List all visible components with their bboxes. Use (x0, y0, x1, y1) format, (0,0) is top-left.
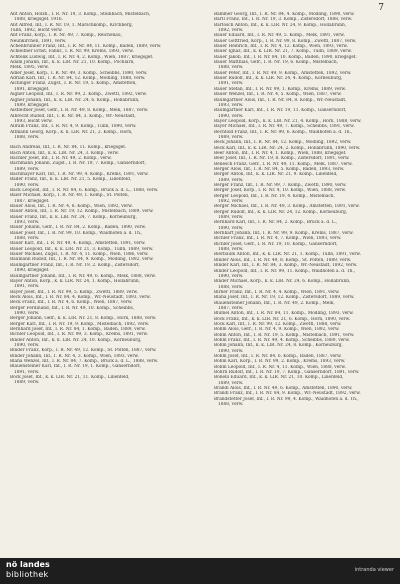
register-entry-line: 1888, verw. (218, 402, 244, 408)
register-entry-line: Böhm Anton, Inf., I. R. Nr. 19, 5. Komp., Mistelbach, 1891, verw. (214, 332, 355, 338)
register-entry-line: Berger Ferdinand, Inf., I. R. Nr. 49, 10. Komp., Scheibbs, (10, 305, 135, 311)
register-entry-line: Böhm Karl, Korp., I. R. Nr. 99, 2. Komp., Krems, 1893, verw. (214, 359, 346, 365)
logo-line-1: nö landes (6, 560, 50, 569)
register-entry-line: Bayer Josef, Inf., I. R. Nr. 99, 5. Komp., Zwettl, 1889, verw. (10, 289, 139, 295)
register-entry-line: Blaha Wenzel, Inf., I. R. Nr. 84, 7. Komp., Bruck a. d. L., 1888, verw. (10, 359, 159, 364)
register-entry-line: 1890, verw. (218, 348, 244, 354)
register-entry-line: Berger Josef, Korp., I. R. Nr. 4, 10. Komp., Wien, 1888, verw. (214, 188, 346, 194)
register-entry-line: 1889, verw. (218, 380, 244, 386)
register-entry-line: Brandstetter Josef, Inf., I. R. Nr. 99, 4. Komp., Waidhofen a. d. Th., (214, 396, 359, 402)
register-entry-line: Baumgartner Franz, Inf., I. R. Nr. 19, 2. Komp., Zistersdorf, (10, 262, 140, 268)
register-entry-line: Bauer Matthias, Gefr., I. R. Nr. 19, 6. Komp., Mistelbach, (214, 60, 338, 66)
register-entry-line: Altmann Georg, Korp., k. k. LIR. Nr. 21, 2. Komp., Horn, (10, 129, 133, 135)
register-entry-line: Achenbrunner Franz, Inf., I. R. Nr. 84, 11. Komp., Baden, 1889, verw. (10, 44, 162, 50)
register-entry-line: Beck Alois, Inf., I. R. Nr. 84, 4. Komp., Wr.-Neustadt, 1893, verw. (10, 294, 151, 300)
register-entry-line: 1892, verw. (218, 28, 244, 34)
register-entry-line: Bernhard Karl, Inf., I. R. Nr. 84, 2. Komp., Bruck a. d. L., (214, 220, 338, 226)
register-entry-line: Bauer Stefan, Inf., I. R. Nr. 99, 1. Komp., Krems, 1889, verw. (214, 86, 347, 92)
register-entry-line: Böhm Johann, Inf., k. k. LIR. Nr. 24, 8. Komp., Korneuburg, (214, 343, 343, 349)
register-entry-line: 1891, verw. (14, 369, 40, 375)
left-column-top-block (10, 12, 188, 140)
register-entry-line: Brandl Alois, Inf., I. R. Nr. 49, 6. Komp., Amstetten, 1890, verw. (214, 386, 353, 392)
register-entry-line: Berger Johann, Gefr., k. k. LIR. Nr. 21, 8. Komp., Horn, 1888, verw. (10, 316, 157, 322)
logo-line-2: bibliothek (6, 570, 49, 579)
register-entry-line: 1889, kriegsgef. (14, 102, 50, 108)
register-entry-line: Bauer Karl, Inf., I. R. Nr. 49, 4. Komp., Amstetten, 1891, verw. (10, 241, 146, 247)
register-entry-line: 1888, verw. (218, 65, 244, 71)
register-entry-line: 1888, verw. (218, 247, 244, 253)
register-entry-line: Böck Karl, Inf., I. R. Nr. 99, 12. Komp., Zwettl, 1888, verw. (214, 321, 342, 327)
right-column (214, 12, 392, 407)
register-entry-line: Böhm Josef, Inf., I. R. Nr. 84, 6. Komp., Baden, 1887, verw. (214, 354, 342, 359)
register-entry-line: 1889, verw. (218, 215, 244, 221)
register-entry-line: Binder Franz, Korp., I. R. Nr. 49, 12. Komp., St. Pölten, 1887, verw. (10, 348, 157, 354)
register-entry-line: Bierbaum Anton, Inf., k. k. LIR. Nr. 21, 1. Komp., Tulln, 1891, verw. (214, 252, 361, 258)
register-entry-line: Böhm Leopold, Inf., I. R. Nr. 4, 11. Komp., Wien, 1888, verw. (214, 364, 346, 370)
register-entry-line: Blauensteiner Karl, Inf., I. R. Nr. 19, 1. Komp., Gänserndorf, (10, 364, 141, 370)
register-entry-line: 1890, verw. (218, 113, 244, 119)
register-entry-line: 1889, verw. (218, 134, 244, 140)
register-entry-line: 1889, verw. (218, 177, 244, 183)
register-entry-line: Beer Anton, Inf., I. R. Nr. 4, 1. Komp., Wien, 1888, kriegsgef. (214, 150, 347, 156)
register-entry-line: Tulln, 1892, leicht verw. (10, 28, 63, 34)
register-entry-line: 1890, verw. (218, 273, 244, 279)
register-entry-line: Adler Josef, Korp., I. R. Nr. 49, 3. Komp., Scheibbs, 1890, verw. (10, 70, 148, 76)
register-entry-line: Bichler Josef, Gefr., I. R. Nr. 19, 10. Komp., Gänserndorf, (214, 241, 338, 247)
register-entry-line: 1888, verw. (14, 134, 40, 140)
register-entry-line: Bauer Josef, Inf., I. R. Nr. 99, 10. Komp., Waidhofen a. d. Th., (10, 230, 143, 236)
register-entry-line: Binder Michael, Korp., k. k. LIR. Nr. 24, 6. Komp., Hollabrunn, (214, 279, 351, 285)
register-entry-line: Bachler Josef, Inf., I. R. Nr. 49, 2. Komp., verw. (10, 155, 112, 161)
register-entry-line: 1893, verw. (14, 220, 40, 226)
register-entry-line: Bonelli Eduard, Inf., k. k. LIR. Nr. 21, 10. Komp., Lilienfeld, (214, 375, 344, 381)
register-entry-line: 1890, verw. (14, 310, 40, 316)
register-entry-line: Bauer Jakob, Inf., I. R. Nr. 84, 10. Komp., Baden, 1890, kriegsgef. (214, 54, 357, 60)
register-entry-line: Bauer Heinrich, Inf., I. R. Nr. 4, 12. Komp., Wien, 1893, verw. (214, 44, 348, 50)
register-entry-line: Bartosch Anton, Inf., k. k. LIR. Nr. 24, 9. Komp., Hollabrunn, (214, 22, 347, 28)
register-entry-line: Aigner Johann, Inf., k. k. LIR. Nr. 24, 6. Komp., Hollabrunn, (10, 97, 140, 103)
register-entry-line: 1893, leicht verw. (14, 118, 53, 124)
register-entry-line: Blümel Anton, Inf., I. R. Nr. 84, 11. Komp., Mödling, 1893, verw. (214, 311, 354, 317)
register-entry-line: 1889, verw. (14, 380, 40, 386)
register-entry-line: Bauer Alois, Inf., I. R. Nr. 4, 8. Komp., Wien, 1892, verw. (10, 204, 133, 210)
register-entry-line: Bauer Ignaz, Inf., k. k. LIR. Nr. 21, 7. Komp., Tulln, 1889, verw. (214, 49, 352, 55)
register-entry-line: Bayer Anton, Korp., k. k. LIR. Nr. 24, 1. Komp., Hollabrunn, (10, 278, 141, 284)
register-entry-line: Berger Michael, Inf., I. R. Nr. 49, 3. Komp., Amstetten, 1891, verw. (214, 204, 360, 210)
register-entry-line: Abt Anton, Holzh., I. R. Nr. 19, 3. Komp., Steinbach, Mistelbach, (10, 12, 151, 17)
register-entry-line: Bernhard Josef, Inf., I. R. Nr. 84, 1. Komp., Baden, 1889, verw. (10, 326, 146, 332)
register-entry-line: 1888, verw. (14, 236, 40, 242)
library-logo[interactable] (6, 560, 50, 580)
register-entry-line: Bartl Franz, Inf., I. R. Nr. 19, 3. Komp., Zistersdorf, 1888, verw. (214, 17, 353, 23)
register-entry-line: Baumgartner Alois, Inf., I. R. Nr. 84, 8. Komp., Wr.-Neustadt, (214, 97, 347, 103)
register-entry-line: Bechtold Franz, Inf., I. R. Nr. 99, 6. Komp., Waidhofen a. d. Th., (214, 129, 353, 135)
register-entry-line: 1891, verw. (14, 284, 40, 290)
register-entry-line: Abt Franz, Korp., I. R. Nr. 49, 7. Komp., Reichenau, (10, 33, 122, 39)
register-entry-line: 1887, kriegsgef. (14, 198, 50, 204)
register-entry-line: 1891, kriegsgef. (14, 86, 50, 92)
register-entry-line: 1888, kriegsgef. 1916. (14, 17, 63, 23)
register-entry-line: Böhm Franz, Inf., I. R. Nr. 49, 4. Komp., Scheibbs, 1889, verw. (214, 337, 350, 343)
register-entry-line: 1888, verw. (218, 284, 244, 290)
register-entry-line: Beck Johann, Inf., I. R. Nr. 84, 12. Komp., Mödling, 1892, verw. (214, 140, 352, 146)
register-entry-line: Berger Anton, Inf., k. k. LIR. Nr. 21, 9. Komp., Lilienfeld, (214, 172, 338, 178)
register-entry-line: Böck Josef, Inf., k. k. LIR. Nr. 21, 11. Komp., Lilienfeld, (10, 375, 130, 381)
register-entry-line: Birner Franz, Inf., I. R. Nr. 4, 4. Komp., Wien, 1891, verw. (214, 289, 340, 295)
register-entry-line: Aigner Leopold, Inf., I. R. Nr. 99, 2. Komp., Zwettl, 1892, verw. (10, 92, 147, 98)
register-entry-line: Aichinger Franz, Zugsf., I. R. Nr. 19, 5. Komp., Amstetten, (10, 81, 137, 87)
register-entry-line: Bammer Georg, Inf., I. R. Nr. 84, 4. Komp., Mödling, 1890, verw. (214, 12, 355, 17)
register-entry-line: Bauer Franz, Inf., k. k. LIR. Nr. 24, 7. Komp., Korneuburg, (10, 214, 137, 220)
register-entry-line: Bock Franz, Inf., k. k. LIR. Nr. 21, 6. Komp., Horn, 1890, verw. (214, 316, 351, 322)
register-entry-line: Bayer Michael, Inf., I. R. Nr. 49, 7. Komp., Scheibbs, 1891, verw. (214, 124, 355, 130)
register-entry-line: 1887, verw. (218, 305, 244, 311)
register-entry-line: 1892, verw. (218, 199, 244, 205)
register-entry-line: Bauer Wenzel, Inf., I. R. Nr. 4, 5. Komp., Wien, 1887, verw. (214, 92, 342, 98)
register-entry-line: Böhm Alois, Gefr., I. R. Nr. 4, 9. Komp., Wien, 1892, verw. (214, 327, 340, 333)
register-entry-line: Binder Leopold, Inf., I. R. Nr. 99, 11. Komp., Waidhofen a. d. Th., (214, 268, 356, 274)
register-entry-line: 1891, verw. (218, 81, 244, 87)
register-entry-line: Berger Rudolf, Inf., k. k. LIR. Nr. 24, 12. Komp., Korneuburg, (214, 209, 348, 215)
register-entry-line: Benesch Franz, Gefr., I. R. Nr. 49, 11. Komp., Melk, 1887, verw. (214, 161, 353, 167)
right-column-block (214, 12, 392, 407)
register-entry-line: Bichler Franz, Inf., I. R. Nr. 4, 7. Komp., Wien, 1893, verw. (214, 236, 342, 242)
register-entry-line: Beck Franz, Inf., I. R. Nr. 4, 6. Komp., Wien, 1887, verw. (10, 300, 133, 306)
register-entry-line: Bachmann Johann, Zugsf., I. R. Nr. 19, 7. Komp., Gänserndorf, (10, 161, 146, 167)
register-entry-line: Binder Alois, Inf., I. R. Nr. 49, 8. Komp., St. Pölten, 1889, verw. (214, 257, 352, 263)
register-entry-line: Bachmayer Karl, Inf., I. R. Nr. 99, 4. Komp., Krems, 1891, verw. (10, 171, 149, 177)
register-entry-line: Adrian Karl, Inf., I. R. Nr. 84, 12. Komp., Mödling, 1888, verw. (10, 76, 146, 82)
register-entry-line: Achleitner Ernst, Fähnr., I. R. Nr. 99, Krems, 1893, verw. (10, 49, 134, 55)
register-entry-line: Bader Franz, Inf., k. k. LIR. Nr. 21, 5. Komp., Lilienfeld, (10, 177, 132, 183)
register-entry-line: Bauer Johann, Gefr., I. R. Nr. 84, 2. Komp., Baden, 1890, verw. (10, 225, 147, 231)
register-entry-line: Blaha Josef, Inf., I. R. Nr. 19, 12. Komp., Zistersdorf, 1889, verw. (214, 295, 355, 301)
register-entry-line: Neunkirchen, 1891, verw. (10, 38, 67, 44)
page-number: 7 (378, 3, 384, 13)
register-entry-line: Aistleitner Josef, Gefr., I. R. Nr. 49, 8. Komp., Melk, 1887, verw. (10, 108, 149, 114)
register-entry-line: Brandl Franz, Inf., I. R. Nr. 84, 9. Komp., Wr.-Neustadt, 1892, verw. (214, 391, 361, 397)
register-entry-line: Bauer Michael, Zugsf., I. R. Nr. 4, 11. Komp., Wien, 1886, verw. (10, 252, 149, 258)
register-entry-line: Bauer Rudolf, Inf., k. k. LIR. Nr. 24, 4. Komp., Korneuburg, (214, 76, 343, 82)
register-entry-line: Abt Alfred, Inf., I. R. Nr. 19, 1. Marschkomp., Kirchberg, (10, 22, 134, 28)
register-entry-line: Baumgartner Karl, Inf., I. R. Nr. 19, 11. Komp., Gänserndorf, (214, 108, 347, 114)
viewer-footer (0, 558, 400, 584)
register-entry-line: Albrecht Rudolf, Inf., I. R. Nr. 84, 3. Komp., Wr.-Neustadt, (10, 113, 136, 119)
register-entry-line: Binder Anton, Inf., k. k. LIR. Nr. 24, 10. Komp., Korneuburg, (10, 337, 142, 343)
register-entry-line: 1890, verw. (14, 182, 40, 188)
register-entry-line: Bauer Peter, Inf., I. R. Nr. 49, 9. Komp., Amstetten, 1892, verw. (214, 70, 352, 76)
register-entry-line: Bernhart Johann, Inf., I. R. Nr. 99, 9. Komp., Krems, 1887, verw. (214, 231, 354, 237)
register-entry-line: Bauer Eduard, Inf., I. R. Nr. 49, 5. Komp., Melk, 1891, verw. (214, 33, 345, 39)
register-entry-line: 1890, verw. (218, 225, 244, 231)
viewer-label: intranda viewer (354, 567, 394, 573)
register-entry-line: Adam Johann, Inf., k. k. LIR. Nr. 21, 10. Komp., Pöchlarn, (10, 60, 135, 66)
register-entry-line: Blauensteiner Johann, Inf., I. R. Nr. 49, 2. Komp., Melk, (214, 300, 335, 306)
register-entry-line: Melk, 1895, verw. (10, 65, 49, 71)
register-entry-line: Beck Karl, Inf., k. k. LIR. Nr. 24, 2. Komp., Hollabrunn, 1890, verw. (214, 145, 361, 151)
register-entry-line: Bauer Gottfried, Korp., I. R. Nr. 99, 8. Komp., Zwettl, 1887, verw. (214, 38, 357, 44)
left-column-bottom-block (10, 145, 188, 385)
register-entry-line: Berger Leopold, Inf., I. R. Nr. 19, 4. Komp., Mistelbach, (214, 193, 335, 199)
register-entry-line: Bäck Leopold, Inf., I. R. Nr. 84, 6. Komp., Bruck a. d. L., 1888, verw. (10, 188, 159, 193)
register-entry-line: 1889, verw. (14, 166, 40, 172)
register-entry-line: Berger Franz, Inf., I. R. Nr. 99, 7. Komp., Zwettl, 1890, verw. (214, 183, 347, 188)
register-entry-line: Baier Michael, Korp., I. R. Nr. 49, 1. Komp., St. Pölten, (10, 193, 130, 199)
register-entry-line: Bichler Leopold, Inf., I. R. Nr. 99, 3. Komp., Krems, 1891, verw. (10, 332, 149, 338)
register-entry-line: Bauer Anton, Inf., I. R. Nr. 19, 12. Komp., Mistelbach, 1889, verw. (10, 209, 154, 215)
register-entry-line: Bayer Leopold, Korp., k. k. LIR. Nr. 21, 4. Komp., Horn, 1888, verw. (214, 118, 362, 124)
register-entry-line: Bohrn Rudolf, Inf., I. R. Nr. 19, 7. Komp., Gänserndorf, 1891, verw. (214, 370, 360, 376)
register-entry-line: Achtelik Ludwig, Inf., I. R. Nr. 4, 2. Komp., Wien, 1887, kriegsgef. (10, 54, 154, 60)
register-entry-line: Beer Josef, Inf., I. R. Nr. 19, 8. Komp., Zistersdorf, 1891, verw. (214, 156, 350, 162)
register-entry-line: Binder Karl, Inf., I. R. Nr. 84, 3. Komp., Wr.-Neustadt, 1892, verw. (214, 263, 358, 269)
register-entry-line: Baumann Rudolf, Inf., I. R. Nr. 84, 9. Komp., Mödling, 1892, verw. (10, 257, 154, 263)
register-entry-line: Berger Karl, Inf., I. R. Nr. 19, 9. Komp., Mistelbach, 1892, verw. (10, 321, 150, 327)
register-entry-line: Allram Franz, Inf., I. R. Nr. 4, 9. Komp., Tulln, 1890, verw. (10, 124, 137, 130)
register-entry-line: Baumgartner Johann, Inf., I. R. Nr. 49, 6. Komp., Melk, 1888, verw. (10, 273, 156, 279)
register-entry-line: Bauer Leopold, Inf., k. k. LIR. Nr. 21, 3. Komp., Tulln, 1889, verw. (10, 246, 154, 252)
register-entry-line: Bach Anton, Inf., k. k. LIR. Nr. 24, 3. Komp., verw. (10, 150, 120, 156)
register-entry-line: Bach Andreas, Inf., I. R. Nr. 84, 11. Komp., kriegsgef. (10, 145, 127, 151)
register-entry-line: 1893, verw. (218, 102, 244, 108)
register-entry-line: Berger Alois, Inf., I. R. Nr. 84, 5. Komp., Baden, 1893, verw. (214, 166, 345, 172)
register-entry-line: 1890, kriegsgef. (14, 268, 50, 274)
register-entry-line: 1890, verw. (14, 342, 40, 348)
register-entry-line: Binder Johann, Inf., I. R. Nr. 4, 3. Komp., Wien, 1893, verw. (10, 353, 139, 359)
left-column (10, 12, 188, 386)
